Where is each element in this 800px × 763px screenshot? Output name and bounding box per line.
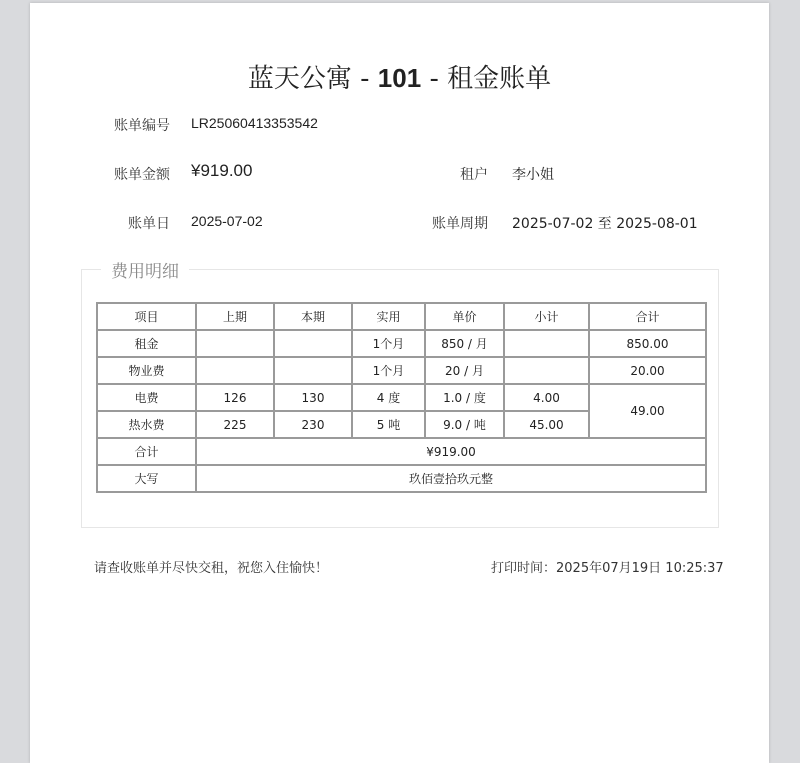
capital-label: 大写 xyxy=(97,465,196,492)
table-row xyxy=(97,330,706,357)
sum-value: ¥919.00 xyxy=(196,438,706,465)
cell-prev xyxy=(196,357,274,384)
cell-used: 1个月 xyxy=(352,357,425,384)
cell-price: 850 / 月 xyxy=(425,330,504,357)
cell-prev xyxy=(196,330,274,357)
cell-price: 1.0 / 度 xyxy=(425,384,504,411)
header-subtotal: 小计 xyxy=(504,303,589,330)
cell-prev: 126 xyxy=(196,384,274,411)
cell-used: 5 吨 xyxy=(352,411,425,438)
cell-curr xyxy=(274,330,352,357)
header-price: 单价 xyxy=(425,303,504,330)
cell-total: 20.00 xyxy=(589,357,706,384)
table-row xyxy=(97,384,706,411)
cell-subtotal: 45.00 xyxy=(504,411,589,438)
fee-details-legend: 费用明细 xyxy=(111,262,179,282)
tenant-label: 租户 xyxy=(460,167,488,183)
sum-row xyxy=(97,438,706,465)
header-prev: 上期 xyxy=(196,303,274,330)
cell-curr xyxy=(274,357,352,384)
tenant-value: 李小姐 xyxy=(512,167,554,183)
cell-curr: 130 xyxy=(274,384,352,411)
bill-number-value: LR25060413353542 xyxy=(191,115,318,131)
header-curr: 本期 xyxy=(274,303,352,330)
print-time: 打印时间：2025年07月19日 10:25:37 xyxy=(491,561,724,576)
bill-number-label: 账单编号 xyxy=(114,118,170,134)
cell-price: 20 / 月 xyxy=(425,357,504,384)
page-title xyxy=(30,58,769,95)
capital-value: 玖佰壹拾玖元整 xyxy=(196,465,706,492)
title-suffix: - 租金账单 xyxy=(421,64,552,94)
cell-curr: 230 xyxy=(274,411,352,438)
header-item: 项目 xyxy=(97,303,196,330)
fee-table xyxy=(96,302,707,493)
bill-period-value: 2025-07-02 至 2025-08-01 xyxy=(512,216,698,232)
cell-subtotal: 4.00 xyxy=(504,384,589,411)
header-used: 实用 xyxy=(352,303,425,330)
sum-label: 合计 xyxy=(97,438,196,465)
footer-note: 请查收账单并尽快交租，祝您入住愉快！ xyxy=(94,561,329,576)
cell-item: 热水费 xyxy=(97,411,196,438)
header-total: 合计 xyxy=(589,303,706,330)
bill-amount-label: 账单金额 xyxy=(114,167,170,183)
cell-subtotal xyxy=(504,357,589,384)
cell-item: 租金 xyxy=(97,330,196,357)
cell-item: 电费 xyxy=(97,384,196,411)
cell-subtotal xyxy=(504,330,589,357)
cell-item: 物业费 xyxy=(97,357,196,384)
capital-row xyxy=(97,465,706,492)
bill-amount-value: ¥919.00 xyxy=(191,161,253,180)
cell-total-merged: 49.00 xyxy=(589,384,706,438)
bill-date-label: 账单日 xyxy=(128,216,170,232)
title-prefix: 蓝天公寓 - xyxy=(247,64,378,94)
bill-date-value: 2025-07-02 xyxy=(191,213,263,229)
bill-page xyxy=(30,3,769,763)
cell-prev: 225 xyxy=(196,411,274,438)
cell-used: 1个月 xyxy=(352,330,425,357)
table-row xyxy=(97,357,706,384)
bill-period-label: 账单周期 xyxy=(432,216,488,232)
room-number: 101 xyxy=(377,63,422,93)
cell-total: 850.00 xyxy=(589,330,706,357)
cell-price: 9.0 / 吨 xyxy=(425,411,504,438)
cell-used: 4 度 xyxy=(352,384,425,411)
table-header-row xyxy=(97,303,706,330)
